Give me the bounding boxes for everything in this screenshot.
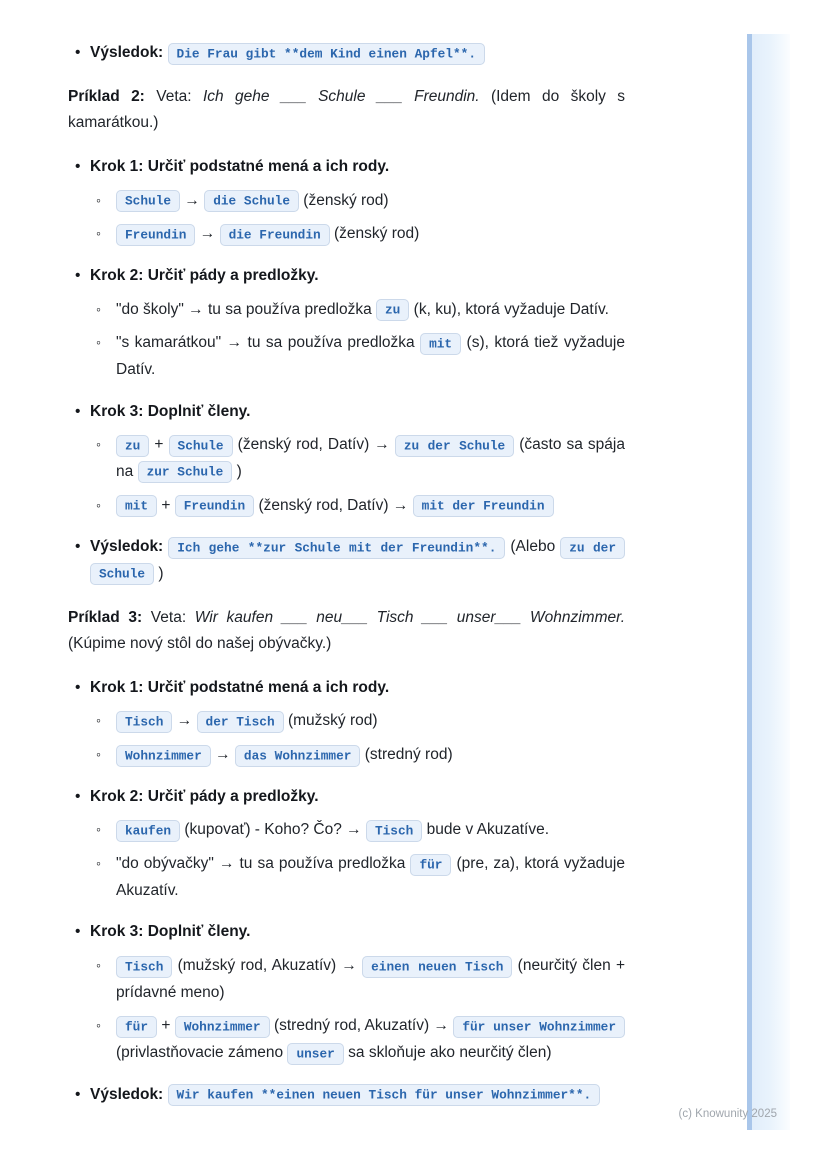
list-item [68, 221, 625, 248]
circle-bullet-icon: ◦ [96, 334, 101, 351]
code-chip: Tisch [366, 820, 422, 842]
circle-bullet-icon: ◦ [96, 746, 101, 763]
text-run: (mužský rod) [283, 712, 378, 730]
list-item [68, 188, 625, 215]
code-chip: für [116, 1016, 157, 1038]
circle-bullet-icon: ◦ [96, 712, 101, 729]
disc-bullet-icon: • [75, 787, 81, 805]
list-item [68, 708, 625, 735]
text-run: Veta: [142, 608, 195, 626]
text-run: sa skloňuje ako neurčitý člen) [343, 1044, 552, 1062]
text-run: → [180, 191, 205, 209]
disc-bullet-icon: • [75, 157, 81, 175]
list-item [68, 40, 625, 67]
text-run: (s), ktorá tiež vyžaduje Datív. [116, 334, 625, 378]
code-chip: zu [116, 435, 149, 457]
text-run: (ženský rod, Datív) → [254, 496, 413, 514]
code-chip: der Tisch [197, 711, 284, 733]
text-run: (Alebo [505, 538, 561, 556]
text-run: "do školy" → tu sa používa predložka [116, 300, 376, 318]
text-run: (k, ku), ktorá vyžaduje Datív. [409, 300, 609, 318]
text-run: (pre, za), ktorá vyžaduje Akuzatív. [116, 855, 625, 899]
bold-text: Krok 2: Určiť pády a predložky. [90, 266, 319, 284]
disc-bullet-icon: • [75, 402, 81, 420]
code-chip: zu der Schule [395, 435, 514, 457]
code-chip: unser [287, 1043, 343, 1065]
circle-bullet-icon: ◦ [96, 191, 101, 208]
code-chip: Wir kaufen **einen neuen Tisch für unser Wohnzimmer**. [168, 1084, 601, 1106]
list-item [68, 297, 625, 324]
document-content [68, 40, 625, 1115]
paragraph [68, 84, 625, 137]
list-item [68, 784, 625, 811]
code-chip: mit [116, 495, 157, 517]
text-run: ) [232, 462, 242, 480]
bold-text: Krok 3: Doplniť členy. [90, 923, 251, 941]
text-run: (Idem do školy s kamarátkou.) [68, 87, 626, 132]
text-run: (stredný rod) [360, 746, 453, 764]
list-item [68, 263, 625, 290]
code-chip: das Wohnzimmer [235, 745, 361, 767]
code-chip: Tisch [116, 711, 172, 733]
text-run: (ženský rod, Datív) → [232, 436, 395, 454]
code-chip: kaufen [116, 820, 180, 842]
circle-bullet-icon: ◦ [96, 821, 101, 838]
text-run: (mužský rod, Akuzatív) → [172, 957, 363, 975]
code-chip: Freundin [116, 224, 195, 246]
disc-bullet-icon: • [75, 678, 81, 696]
code-chip: für [410, 854, 451, 876]
code-chip: Freundin [175, 495, 254, 517]
bold-text: Krok 2: Určiť pády a predložky. [90, 787, 319, 805]
text-run: "do obývačky" → tu sa používa predložka [116, 855, 411, 873]
code-chip: Wohnzimmer [175, 1016, 270, 1038]
text-run: (stredný rod, Akuzatív) → [269, 1017, 454, 1035]
list-item [68, 154, 625, 181]
circle-bullet-icon: ◦ [96, 300, 101, 317]
list-item [68, 919, 625, 946]
bold-text: Príklad 3: [68, 608, 143, 626]
text-run: ) [154, 564, 164, 582]
code-chip: zu der Schule [90, 537, 625, 586]
code-chip: Schule [169, 435, 233, 457]
bold-text: Krok 1: Určiť podstatné mená a ich rody. [90, 678, 390, 696]
list-item [68, 817, 625, 844]
text-run: (Kúpime nový stôl do našej obývačky.) [68, 635, 332, 653]
bold-text: Výsledok: [90, 1085, 168, 1103]
circle-bullet-icon: ◦ [96, 436, 101, 453]
paragraph [68, 605, 625, 658]
disc-bullet-icon: • [75, 1085, 81, 1103]
circle-bullet-icon: ◦ [96, 1017, 101, 1034]
text-run: + [157, 1017, 175, 1035]
text-run: (často sa spája na [116, 436, 625, 480]
text-run: (ženský rod) [329, 225, 420, 243]
disc-bullet-icon: • [75, 538, 81, 556]
list-item [68, 742, 625, 769]
circle-bullet-icon: ◦ [96, 957, 101, 974]
list-item [68, 675, 625, 702]
text-run: (ženský rod) [299, 191, 389, 209]
text-run: → [210, 746, 235, 764]
list-item [68, 953, 625, 1006]
code-chip: die Schule [204, 190, 299, 212]
italic-text: Ich gehe ___ Schule ___ Freundin. [202, 87, 480, 105]
text-run: → [172, 712, 197, 730]
code-chip: Tisch [116, 956, 172, 978]
circle-bullet-icon: ◦ [96, 225, 101, 242]
bold-text: Výsledok: [90, 44, 168, 61]
text-run: (neurčitý člen + prídavné meno) [116, 957, 625, 1001]
bold-text: Krok 3: Doplniť členy. [90, 402, 251, 420]
code-chip: zur Schule [138, 461, 233, 483]
code-chip: die Freundin [220, 224, 330, 246]
text-run: (privlastňovacie zámeno [116, 1044, 288, 1062]
right-page-strip [747, 34, 790, 1130]
bold-text: Výsledok: [90, 538, 169, 556]
list-item [68, 432, 625, 485]
text-run: bude v Akuzatíve. [422, 821, 550, 839]
circle-bullet-icon: ◦ [96, 496, 101, 513]
disc-bullet-icon: • [75, 266, 81, 284]
code-chip: Schule [116, 190, 180, 212]
circle-bullet-icon: ◦ [96, 855, 101, 872]
copyright-text: (c) Knowunity 2025 [678, 1108, 777, 1120]
list-item [68, 851, 625, 904]
bold-text: Príklad 2: [68, 87, 145, 105]
disc-bullet-icon: • [75, 44, 81, 61]
text-run: "s kamarátkou" → tu sa používa predložka [116, 334, 421, 352]
list-item [68, 1082, 625, 1109]
code-chip: zu [376, 299, 409, 321]
text-run: Veta: [144, 87, 203, 105]
list-item [68, 399, 625, 426]
strip-accent-line [747, 34, 752, 1130]
code-chip: einen neuen Tisch [362, 956, 512, 978]
code-chip: mit [420, 333, 461, 355]
code-chip: Die Frau gibt **dem Kind einen Apfel**. [168, 43, 486, 65]
code-chip: Ich gehe **zur Schule mit der Freundin**. [168, 537, 505, 559]
text-run: + [149, 436, 169, 454]
list-item [68, 493, 625, 520]
text-run: (kupovať) - Koho? Čo? → [180, 821, 366, 839]
text-run: → [195, 225, 220, 243]
code-chip: mit der Freundin [413, 495, 554, 517]
list-item [68, 534, 625, 587]
list-item [68, 1013, 625, 1066]
code-chip: für unser Wohnzimmer [453, 1016, 625, 1038]
list-item [68, 330, 625, 383]
bold-text: Krok 1: Určiť podstatné mená a ich rody. [90, 157, 390, 175]
disc-bullet-icon: • [75, 923, 81, 941]
italic-text: Wir kaufen ___ neu___ Tisch ___ unser___ Wohnzimmer. [194, 608, 626, 626]
text-run: + [157, 496, 175, 514]
code-chip: Wohnzimmer [116, 745, 211, 767]
